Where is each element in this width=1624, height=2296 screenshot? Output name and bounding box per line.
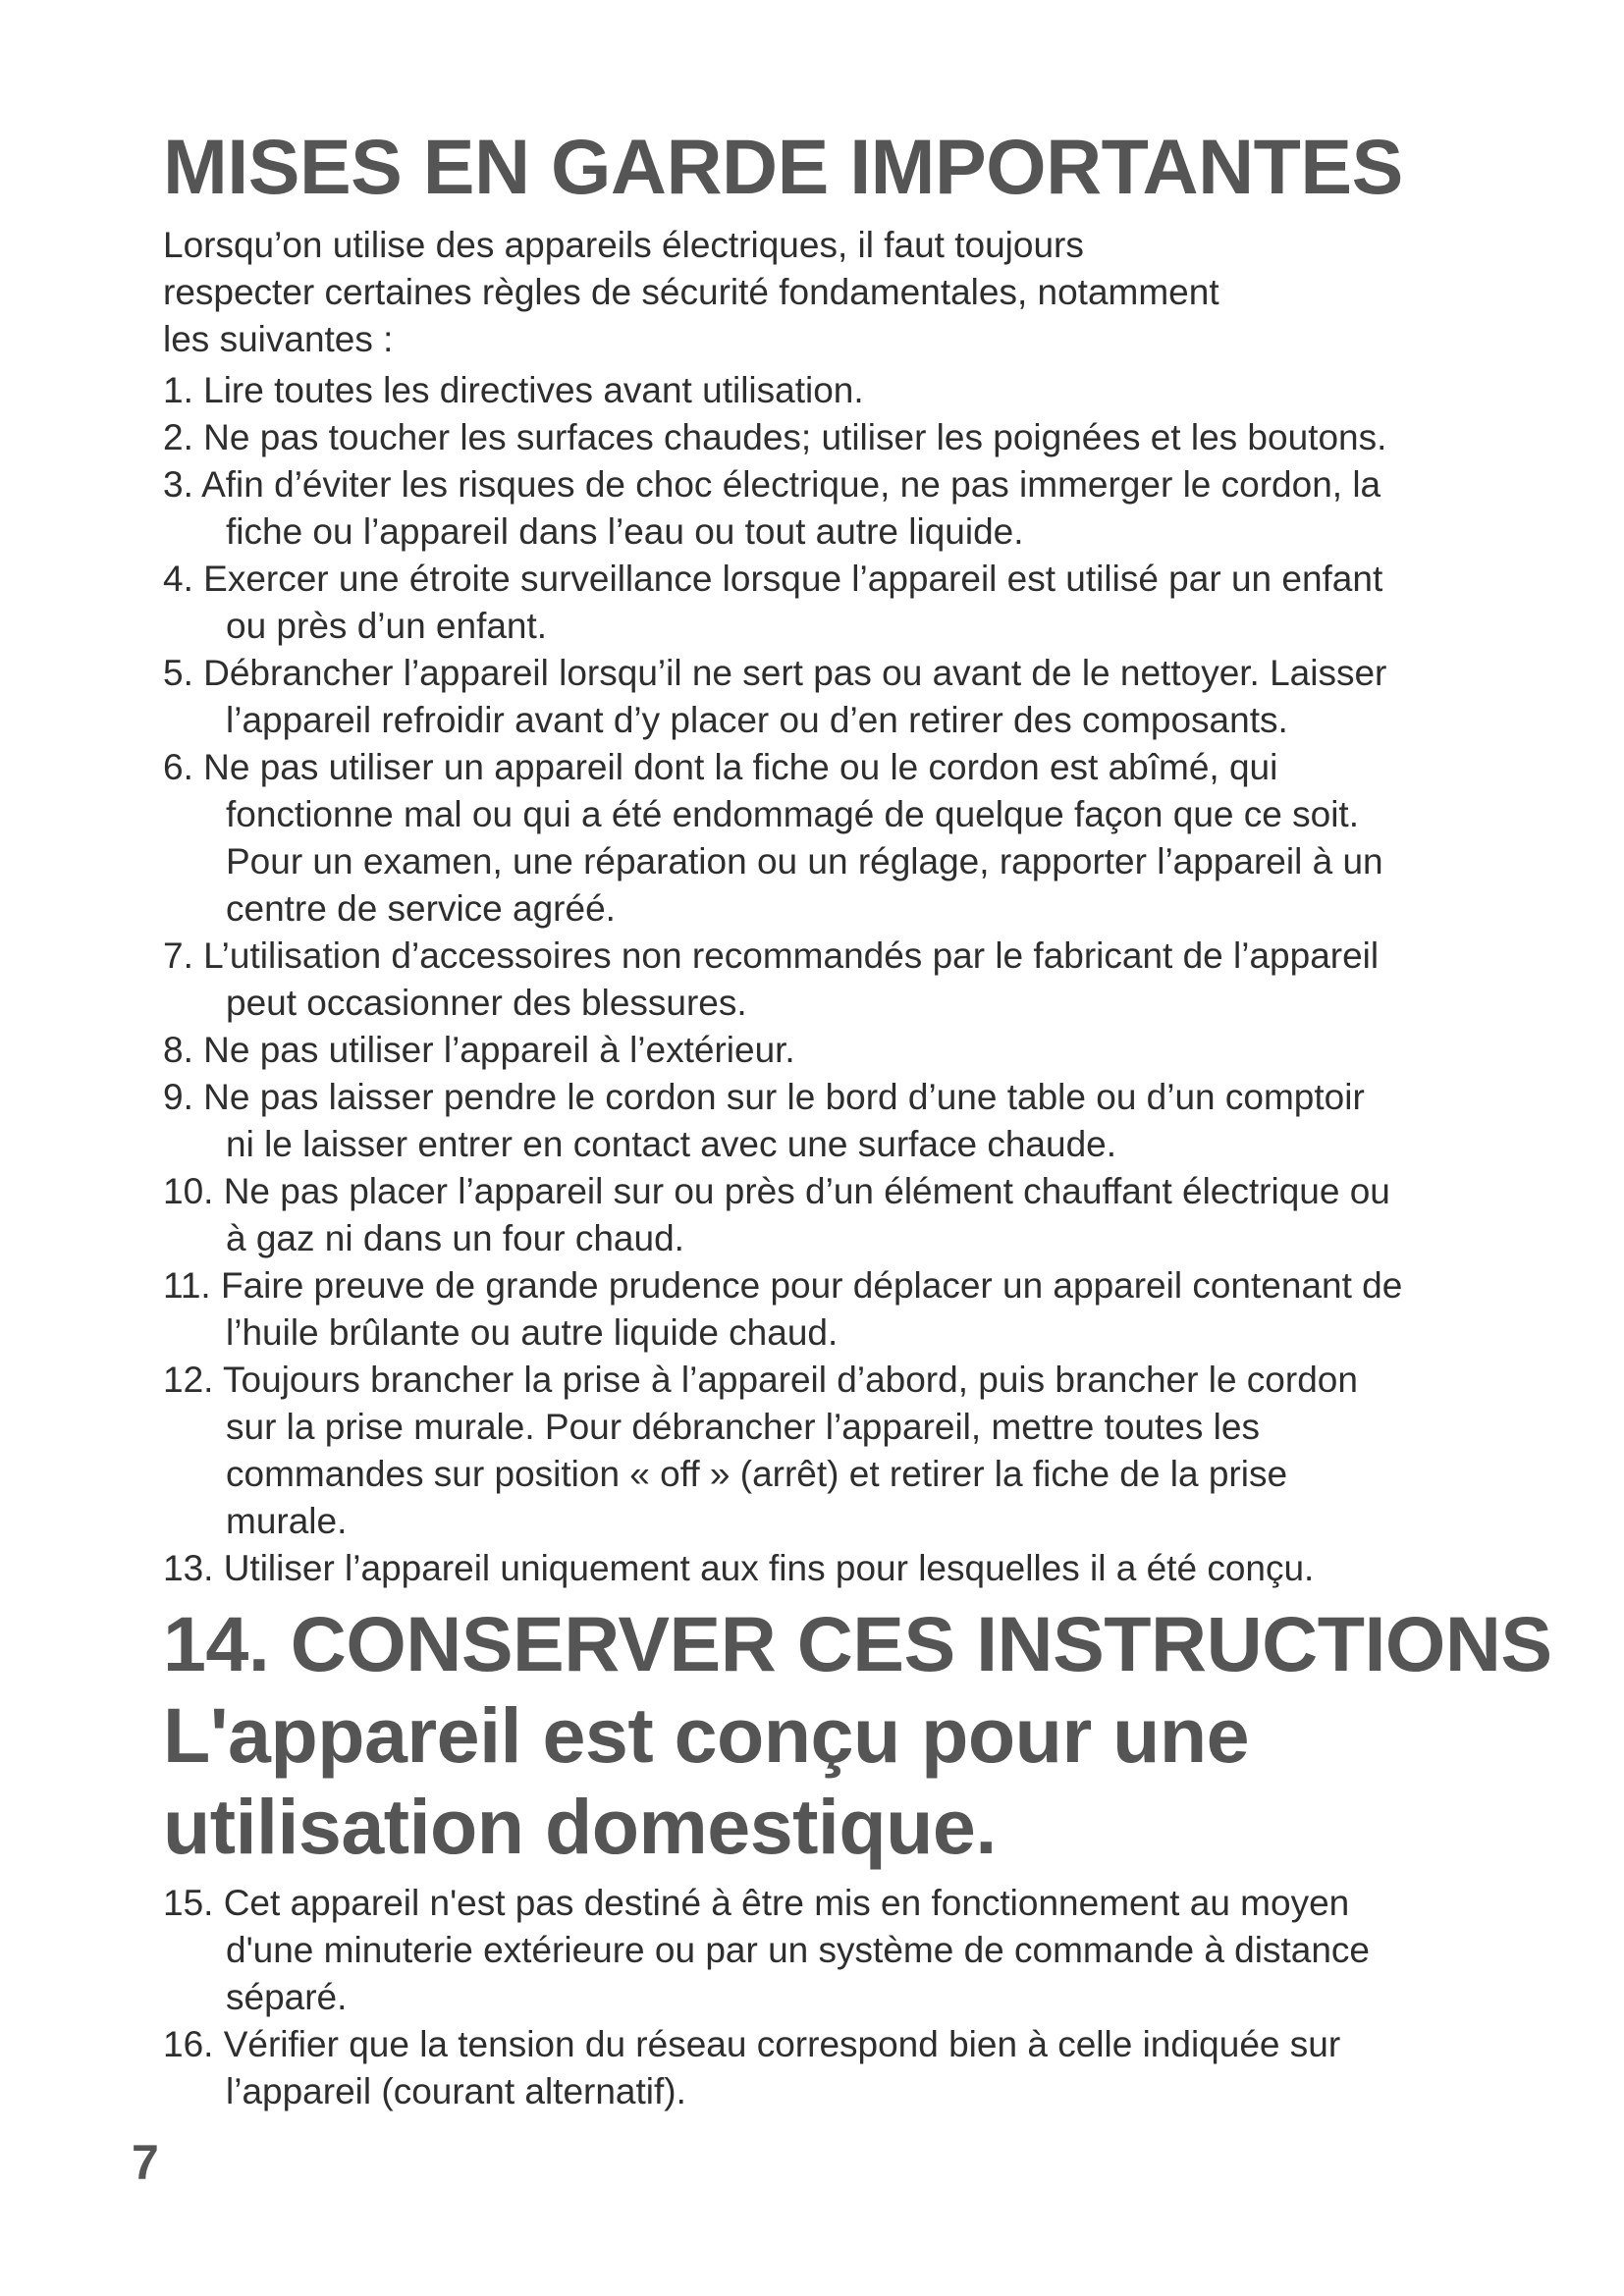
item-line: peut occasionner des blessures. (226, 983, 747, 1023)
item-line: 16. Vérifier que la tension du réseau correspond bien à celle indiquée sur (163, 2024, 1341, 2064)
item-line: à gaz ni dans un four chaud. (226, 1218, 684, 1258)
heading-line: utilisation domestique. (163, 1783, 997, 1870)
list-item (163, 1880, 1538, 2021)
list-item (163, 367, 1538, 414)
heading-line: 14. CONSERVER CES INSTRUCTIONS (163, 1600, 1552, 1687)
intro-line: respecter certaines règles de sécurité fondamentales, notamment (163, 272, 1219, 312)
item-line: 1. Lire toutes les directives avant utilisation. (163, 370, 864, 410)
item-line: 10. Ne pas placer l’appareil sur ou près d’un élément chauffant électrique ou (163, 1171, 1390, 1211)
item-line: 4. Exercer une étroite surveillance lorsque l’appareil est utilisé par un enfant (163, 559, 1383, 599)
item-line: 13. Utiliser l’appareil uniquement aux fins pour lesquelles il a été conçu. (163, 1548, 1315, 1588)
list-item (163, 933, 1538, 1027)
item-line: ni le laisser entrer en contact avec une surface chaude. (226, 1124, 1117, 1164)
save-instructions-heading (163, 1598, 1552, 1872)
list-item (163, 414, 1538, 461)
item-line: ou près d’un enfant. (226, 606, 548, 646)
item-line: 2. Ne pas toucher les surfaces chaudes; utiliser les poignées et les boutons. (163, 417, 1387, 457)
item-line: l’huile brûlante ou autre liquide chaud. (226, 1312, 839, 1353)
item-line: d'une minuterie extérieure ou par un système de commande à distance (226, 1930, 1370, 1970)
item-line: sur la prise murale. Pour débrancher l’appareil, mettre toutes les (226, 1407, 1260, 1447)
item-line: l’appareil (courant alternatif). (226, 2071, 686, 2111)
item-line: l’appareil refroidir avant d’y placer ou d’en retirer des composants. (226, 700, 1288, 740)
document-page (163, 118, 1552, 2115)
item-line: 6. Ne pas utiliser un appareil dont la fiche ou le cordon est abîmé, qui (163, 747, 1278, 787)
item-line: 9. Ne pas laisser pendre le cordon sur le bord d’une table ou d’un comptoir (163, 1077, 1365, 1117)
item-line: 5. Débrancher l’appareil lorsqu’il ne sert pas ou avant de le nettoyer. Laisser (163, 653, 1387, 693)
page-number: 7 (132, 2135, 159, 2190)
list-item (163, 650, 1538, 744)
heading-line: L'appareil est conçu pour une (163, 1691, 1250, 1779)
item-line: centre de service agréé. (226, 888, 616, 929)
item-line: 11. Faire preuve de grande prudence pour déplacer un appareil contenant de (163, 1265, 1403, 1306)
item-line: murale. (226, 1501, 348, 1541)
item-line: Pour un examen, une réparation ou un réglage, rapporter l’appareil à un (226, 841, 1383, 881)
item-line: 7. L’utilisation d’accessoires non recommandés par le fabricant de l’appareil (163, 935, 1380, 976)
list-item (163, 1168, 1538, 1262)
intro-line: les suivantes : (163, 319, 394, 359)
intro-line: Lorsqu’on utilise des appareils électriques, il faut toujours (163, 225, 1084, 265)
item-line: 3. Afin d’éviter les risques de choc électrique, ne pas immerger le cordon, la (163, 464, 1381, 505)
item-line: commandes sur position « off » (arrêt) et retirer la fiche de la prise (226, 1454, 1288, 1494)
list-item (163, 556, 1538, 650)
safety-list (163, 367, 1538, 1592)
list-item (163, 1357, 1538, 1545)
item-line: fiche ou l’appareil dans l’eau ou tout autre liquide. (226, 511, 1024, 552)
list-item (163, 1545, 1538, 1592)
page-title: MISES EN GARDE IMPORTANTES (163, 123, 1403, 210)
list-item (163, 1027, 1538, 1074)
item-line: fonctionne mal ou qui a été endommagé de quelque façon que ce soit. (226, 794, 1359, 834)
item-line: 12. Toujours brancher la prise à l’appareil d’abord, puis brancher le cordon (163, 1360, 1358, 1400)
list-item (163, 1262, 1538, 1357)
safety-list-continued (163, 1880, 1538, 2115)
item-line: 15. Cet appareil n'est pas destiné à être mis en fonctionnement au moyen (163, 1883, 1350, 1923)
item-line: séparé. (226, 1977, 348, 2017)
list-item (163, 2021, 1538, 2115)
list-item (163, 744, 1538, 933)
list-item (163, 1074, 1538, 1168)
item-line: 8. Ne pas utiliser l’appareil à l’extérieur. (163, 1030, 795, 1070)
list-item (163, 461, 1538, 556)
intro-paragraph (163, 222, 1538, 363)
